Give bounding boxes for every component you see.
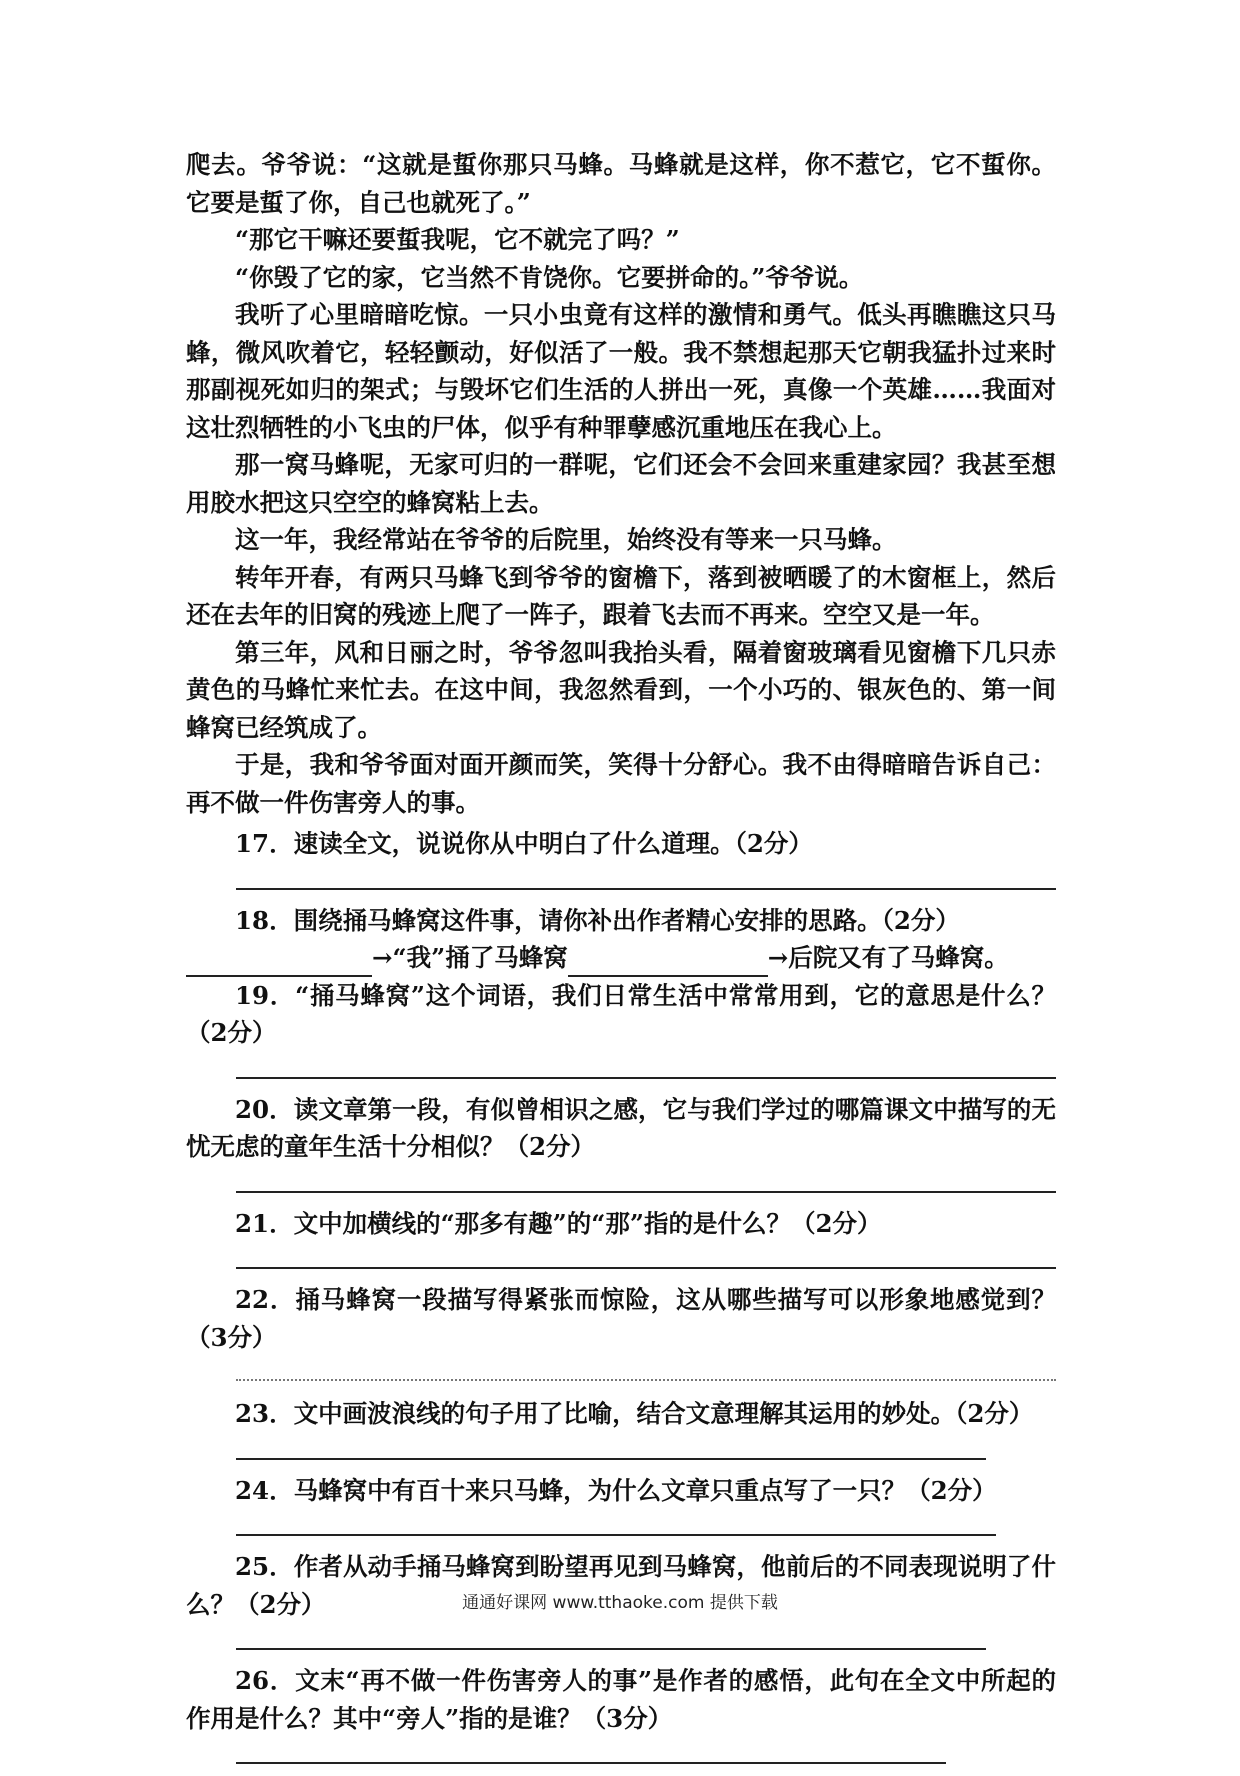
question-24: 24．马蜂窝中有百十来只马蜂，为什么文章只重点写了一只？（2分） bbox=[235, 1475, 997, 1505]
question-18-flow bbox=[186, 939, 1056, 977]
text-block bbox=[186, 146, 1056, 1776]
answer-line-21[interactable] bbox=[186, 1242, 1056, 1281]
answer-line-25[interactable] bbox=[186, 1623, 1056, 1662]
flow-blank-1[interactable] bbox=[186, 949, 372, 977]
question-17: 17．速读全文，说说你从中明白了什么道理。（2分） bbox=[235, 829, 813, 858]
passage-paragraph: “那它干嘛还要蜇我呢，它不就完了吗？” bbox=[235, 225, 680, 254]
passage-paragraph: 这一年，我经常站在爷爷的后院里，始终没有等来一只马蜂。 bbox=[235, 525, 897, 554]
question-21: 21．文中加横线的“那多有趣”的“那”指的是什么？（2分） bbox=[235, 1208, 882, 1238]
question-26: 26．文末“再不做一件伤害旁人的事”是作者的感悟，此句在全文中所起的作用是什么？其中“旁人”指的是谁？（3分） bbox=[186, 1666, 1056, 1733]
answer-line-19[interactable] bbox=[186, 1052, 1056, 1091]
flow-blank-2[interactable] bbox=[568, 949, 768, 977]
answer-line-24[interactable] bbox=[186, 1509, 1056, 1548]
question-19: 19．“捅马蜂窝”这个词语，我们日常生活中常常用到，它的意思是什么？（2分） bbox=[186, 980, 1056, 1047]
passage-paragraph: 转年开春，有两只马蜂飞到爷爷的窗檐下，落到被晒暖了的木窗框上，然后还在去年的旧窝的残迹上爬了一阵子，跟着飞去而不再来。空空又是一年。 bbox=[186, 562, 1056, 629]
passage-paragraph: “你毁了它的家，它当然不肯饶你。它要拼命的。”爷爷说。 bbox=[235, 262, 864, 292]
questions bbox=[186, 825, 1056, 1776]
answer-line-22[interactable] bbox=[186, 1356, 1056, 1395]
answer-line-26[interactable] bbox=[186, 1737, 1056, 1776]
footer-download-note: 通通好课网 www.tthaoke.com 提供下载 bbox=[462, 1593, 778, 1613]
question-25: 25．作者从动手捅马蜂窝到盼望再见到马蜂窝，他前后的不同表现说明了什么？（2分） bbox=[186, 1552, 1056, 1619]
answer-line-23[interactable] bbox=[186, 1433, 1056, 1472]
passage-paragraph: 我听了心里暗暗吃惊。一只小虫竟有这样的激情和勇气。低头再瞧瞧这只马蜂，微风吹着它，轻轻颤动，好似活了一般。我不禁想起那天它朝我猛扑过来时那副视死如归的架式；与毁坏它们生活的人拼出一死，真像一个英雄……我面对这壮烈牺牲的小飞虫的尸体，似乎有种罪孽感沉重地压在我心上。 bbox=[186, 300, 1056, 442]
flow-step-end: →后院又有了马蜂窝。 bbox=[767, 943, 1009, 972]
question-22: 22．捅马蜂窝一段描写得紧张而惊险，这从哪些描写可以形象地感觉到？（3分） bbox=[186, 1285, 1056, 1352]
passage-paragraph: 第三年，风和日丽之时，爷爷忽叫我抬头看，隔着窗玻璃看见窗檐下几只赤黄色的马蜂忙来忙去。在这中间，我忽然看到，一个小巧的、银灰色的、第一间蜂窝已经筑成了。 bbox=[186, 637, 1056, 742]
question-20: 20．读文章第一段，有似曾相识之感，它与我们学过的哪篇课文中描写的无忧无虑的童年生活十分相似？（2分） bbox=[186, 1094, 1056, 1161]
question-18: 18．围绕捅马蜂窝这件事，请你补出作者精心安排的思路。（2分） bbox=[235, 905, 960, 935]
answer-line-17[interactable] bbox=[186, 863, 1056, 902]
answer-line-20[interactable] bbox=[186, 1166, 1056, 1205]
passage-paragraph: 于是，我和爷爷面对面开颜而笑，笑得十分舒心。我不由得暗暗告诉自己：再不做一件伤害旁人的事。 bbox=[186, 750, 1056, 817]
passage-paragraph: 那一窝马蜂呢，无家可归的一群呢，它们还会不会回来重建家园？我甚至想用胶水把这只空空的蜂窝粘上去。 bbox=[186, 450, 1056, 517]
question-23: 23．文中画波浪线的句子用了比喻，结合文意理解其运用的妙处。（2分） bbox=[235, 1399, 1034, 1428]
passage-paragraph: 爬去。爷爷说：“这就是蜇你那只马蜂。马蜂就是这样，你不惹它，它不蜇你。它要是蜇了你，自己也就死了。” bbox=[186, 150, 1056, 217]
flow-step-mid: →“我”捅了马蜂窝 bbox=[372, 943, 568, 972]
